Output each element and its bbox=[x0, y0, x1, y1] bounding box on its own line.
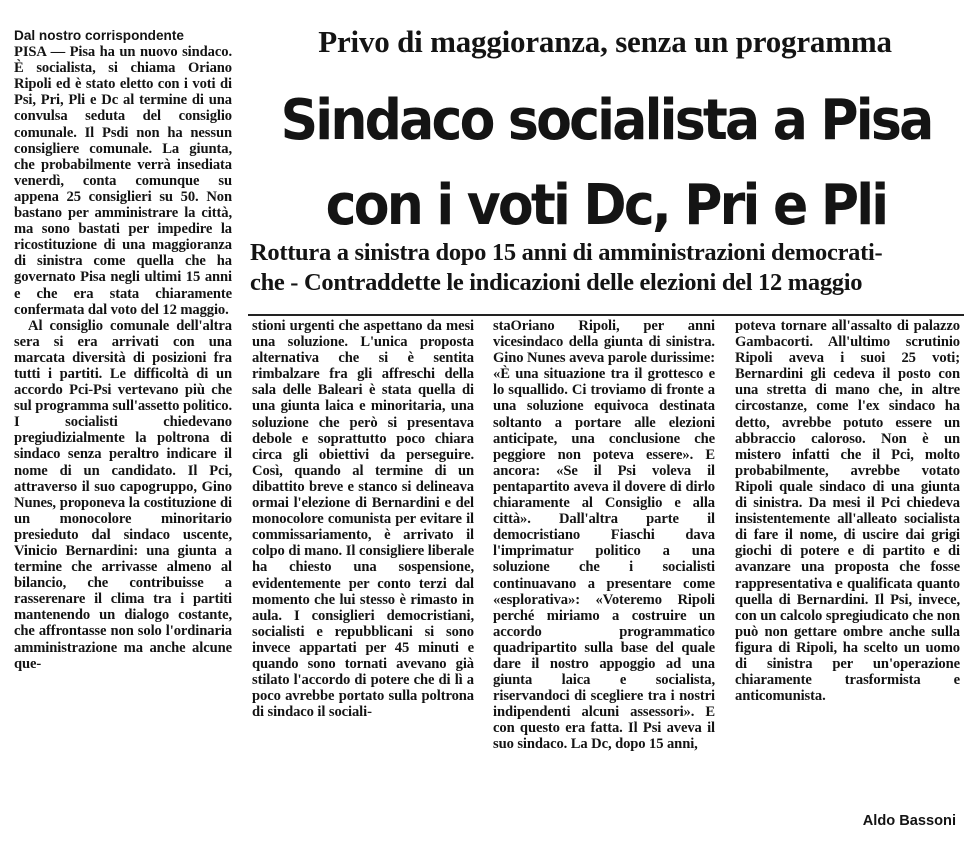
article-column-3-text: staOriano Ripoli, per anni vicesindaco della giunta di sinistra. Gino Nunes aveva parole durissime: «È una situazione tra il grottesco e lo squallido. Ci troviamo di fronte a una soluzione equivoca destinata soltanto a portare alle elezioni anticipate, una conclusione che peggiore non poteva essere». E ancora: «Se il Psi voleva il pentapartito aveva il dovere di dirlo chiaramente al Consiglio e alla città». Dall'altra parte il democristiano Fiaschi dava l'imprimatur politico a una soluzione che i socialisti continuavano a presentare come «esplorativa»: «Voteremo Ripoli perché miriamo a costruire un accordo programmatico quadripartito sulla base del quale dare il nostro appoggio ad una giunta laica e socialista, riservandoci di sceglierе tra i nostri indipendenti alcuni assessori». E con questo era fatta. Il Psi aveva il suo sindaco. La Dc, dopo 15 anni, bbox=[493, 318, 715, 753]
article-column-2-text: stioni urgenti che aspettano da mesi una soluzione. L'unica proposta alternativa che si è sentita rimbalzare fra gli affreschi della sala delle Baleari è stata quella di una giunta laica e minoritaria, una soluzione che però si presentava debole e soprattutto poco chiara circa gli obiettivi da perseguire. Così, quando al termine di un dibattito breve e stanco si delineava ormai l'elezione di Bernardini e del monocolore comunista per evitare il commissariamento, è arrivato il colpo di mano. Il consigliere liberale ha chiesto una sospensione, evidentemente per conto terzi dal momento che lui stesso è rimasto in aula. I consiglieri democristiani, socialisti e repubblicani si sono invece appartati per 45 minuti e quando sono tornati avevano già stilato l'accordo di potere che di lì a poco avrebbe portato sulla poltrona di sindaco il sociali- bbox=[252, 318, 474, 721]
article-paragraph-2: Al consiglio comunale dell'altra sera si era arrivati con una marcata diversità di posizioni fra tutti i partiti. Le difficoltà di un accordo Pci-Psi vertevano più che sul programma sull'assetto politico. I socialisti chiedevano pregiudizialmente la poltrona di sindaco senza peraltro indicare il nome di un candidato. Il Pci, attraverso il suo capogruppo, Gino Nunes, proponeva la costituzione di un monocolore minoritario presieduto dal sindaco uscente, Vinicio Bernardini: una giunta a termine che arrivasse almeno al bilancio, che contribuisse a rasserenare il clima tra i partiti mantenendo un dialogo costante, che affrontasse non solo l'ordinaria amministrazione ma anche alcune que- bbox=[14, 317, 232, 672]
article-column-1 bbox=[14, 28, 232, 848]
headline-line-1: Sindaco socialista a Pisa bbox=[280, 88, 932, 153]
article-paragraph-1: PISA — Pisa ha un nuovo sindaco. È socialista, si chiama Oriano Ripoli ed è stato eletto con i voti di Psi, Pri, Pli e Dc al termine di una convulsa seduta del consiglio comunale. Il Psdi non ha nessun consigliere comunale. La giunta, che probabilmente verrà insediata venerdì, conta comunque su appena 25 consiglieri su 50. Non bastano per amministrare la città, ma sono bastati per impedire la ricostituzione di una maggioranza di sinistra come quella che ha governato Pisa negli ultimi 15 anni e che era stata chiaramente confermata dal voto del 12 maggio. bbox=[14, 44, 232, 318]
article-column-4-text: poteva tornare all'assalto di palazzo Gambacorti. All'ultimo scrutinio Ripoli aveva i suoi 25 voti; Bernardini gli cedeva il posto con una stretta di mano che, in altre circostanze, come l'ex sindaco ha detto, avrebbe potuto essere un abbraccio caloroso. Non è un mistero infatti che il Pci, molto probabilmente, avrebbe votato Ripoli quale sindaco di una giunta di sinistra. Da mesi il Pci chiedeva insistentemente all'alleato socialista di fare il nome, di uscire dai grigi giochi di potere e di partito e di avanzare una proposta che fosse rappresentativa e qualificata quanto quella di Bernardini. Il Psi, invece, con un calcolo spregiudicato che non può non gettare ombre anche sulla figura di Ripoli, ha scelto un uomo di sinistra per un'operazione chiaramente trasformista e anticomunista. bbox=[735, 318, 960, 705]
article-column-3 bbox=[493, 318, 715, 846]
article-column-4 bbox=[735, 318, 960, 838]
subheadline bbox=[250, 238, 960, 298]
author-signature: Aldo Bassoni bbox=[862, 813, 956, 829]
column-divider-horizontal bbox=[248, 314, 964, 316]
overline: Privo di maggioranza, senza un programma bbox=[318, 24, 892, 59]
subheadline-line-1: Rottura a sinistra dopo 15 anni di amministrazioni democrati- bbox=[250, 239, 883, 266]
byline: Dal nostro corrispondente bbox=[14, 28, 184, 43]
headline bbox=[269, 78, 942, 248]
article-column-2 bbox=[252, 318, 474, 846]
headline-line-2: con i voti Dc, Pri e Pli bbox=[325, 173, 887, 238]
subheadline-line-2: che - Contraddette le indicazioni delle elezioni del 12 maggio bbox=[250, 269, 863, 296]
